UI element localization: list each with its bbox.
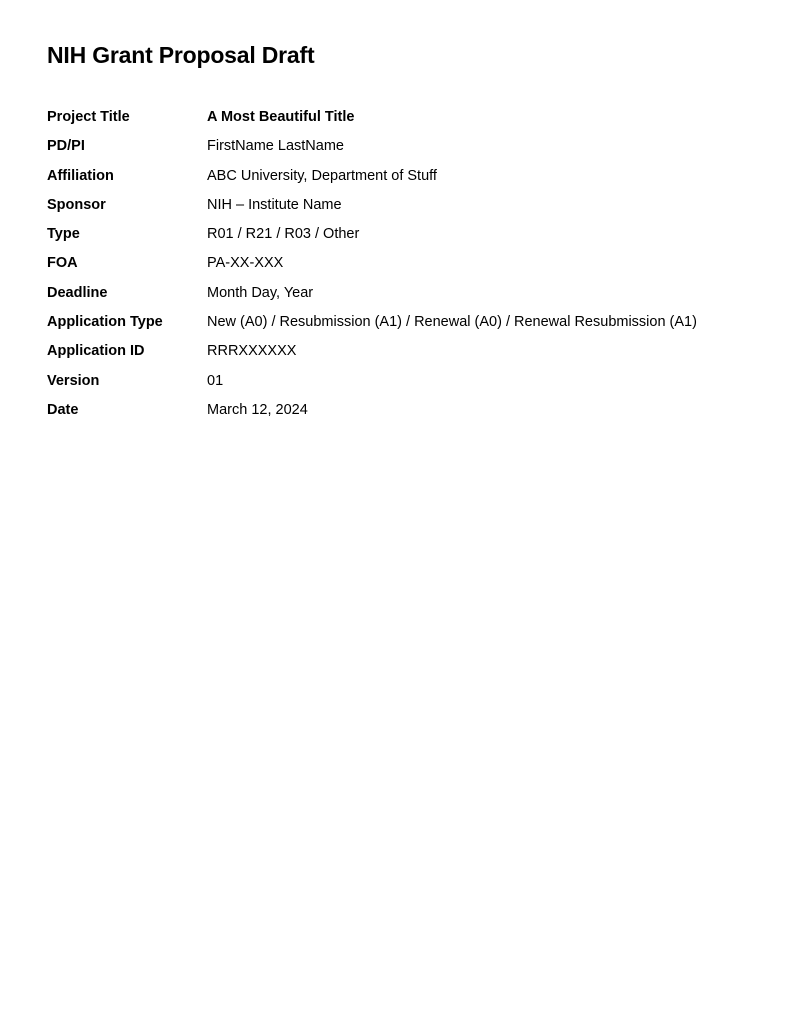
foa-value: PA-XX-XXX bbox=[207, 255, 284, 272]
field-label: Sponsor bbox=[47, 196, 106, 213]
field-label: Project Title bbox=[47, 109, 130, 125]
version-value: 01 bbox=[207, 372, 224, 389]
field-label: Deadline bbox=[47, 284, 108, 301]
sponsor-value: NIH – Institute Name bbox=[207, 196, 342, 213]
field-label: Affiliation bbox=[47, 167, 114, 184]
field-row-type bbox=[47, 223, 697, 252]
page-title: NIH Grant Proposal Draft bbox=[47, 42, 315, 68]
field-label: PD/PI bbox=[47, 138, 85, 155]
field-label: Version bbox=[47, 372, 100, 389]
proposal-info-table bbox=[47, 106, 697, 428]
type-value: R01 / R21 / R03 / Other bbox=[207, 226, 360, 243]
field-label: FOA bbox=[47, 255, 78, 272]
field-row-sponsor bbox=[47, 194, 697, 223]
field-row-pd-pi bbox=[47, 135, 697, 164]
field-label: Application Type bbox=[47, 314, 163, 331]
field-label: Type bbox=[47, 226, 80, 243]
field-row-application-type bbox=[47, 311, 697, 340]
application-type-value: New (A0) / Resubmission (A1) / Renewal (A0) / Renewal Resubmission (A1) bbox=[207, 314, 697, 331]
deadline-value: Month Day, Year bbox=[207, 284, 314, 301]
field-label: Application ID bbox=[47, 343, 145, 360]
date-value: March 12, 2024 bbox=[207, 401, 308, 418]
project-title-value: A Most Beautiful Title bbox=[207, 109, 355, 125]
field-row-version bbox=[47, 370, 697, 399]
field-row-deadline bbox=[47, 282, 697, 311]
field-row-project-title bbox=[47, 106, 697, 135]
field-row-date bbox=[47, 399, 697, 428]
field-row-affiliation bbox=[47, 165, 697, 194]
pd-pi-value: FirstName LastName bbox=[207, 138, 344, 155]
affiliation-value: ABC University, Department of Stuff bbox=[207, 167, 437, 184]
field-label: Date bbox=[47, 401, 79, 418]
field-row-foa bbox=[47, 252, 697, 281]
application-id-value: RRRXXXXXX bbox=[207, 343, 297, 360]
field-row-application-id bbox=[47, 340, 697, 369]
